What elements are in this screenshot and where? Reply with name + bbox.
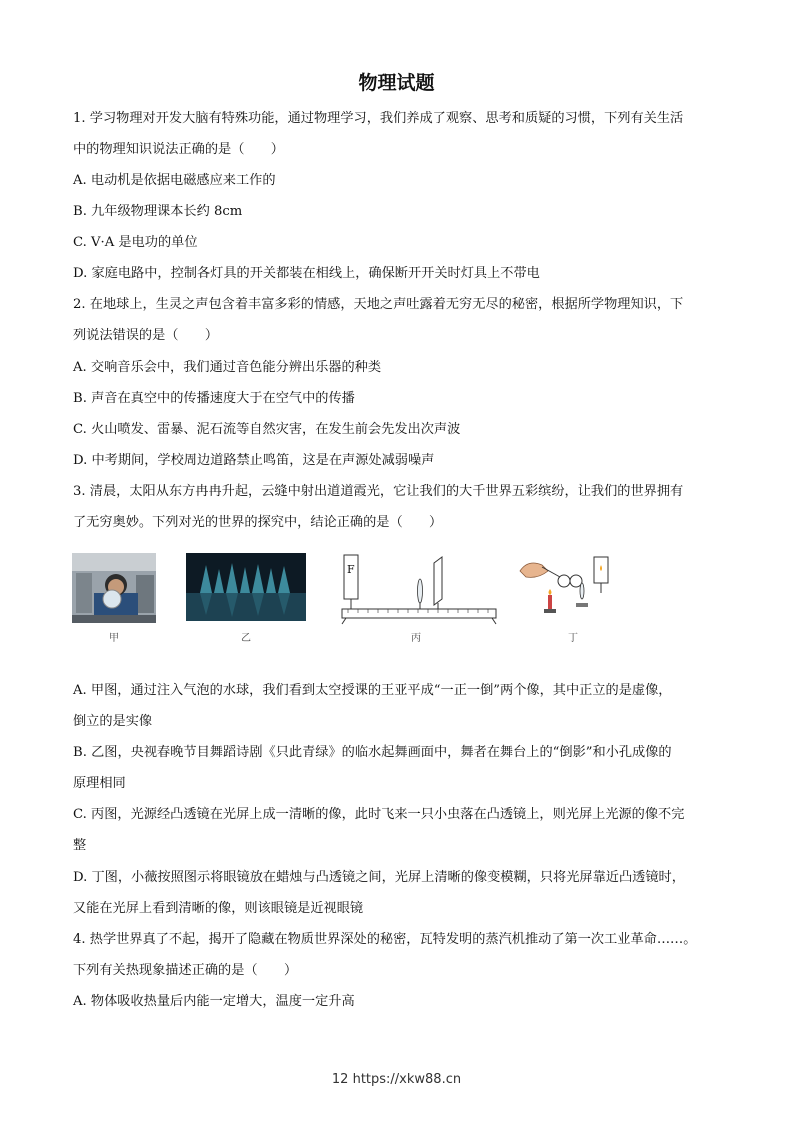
text-line: 1. 学习物理对开发大脑有特殊功能，通过物理学习，我们养成了观察、思考和质疑的习惯，下列有关生活 bbox=[73, 111, 684, 126]
figure-caption: 丙 bbox=[411, 633, 421, 644]
optical-bench-diagram bbox=[338, 553, 500, 625]
text-line: 3. 清晨，太阳从东方冉冉升起，云缝中射出道道霞光，它让我们的大千世界五彩缤纷，让我们的世界拥有 bbox=[73, 484, 684, 499]
option-line: A. 甲图，通过注入气泡的水球，我们看到太空授课的王亚平成“一正一倒”两个像，其中正立的是虚像， bbox=[73, 683, 672, 698]
option-line: D. 丁图，小薇按照图示将眼镜放在蜡烛与凸透镜之间，光屏上清晰的像变模糊，只将光屏靠近凸透镜时， bbox=[73, 870, 685, 885]
figure-row bbox=[72, 553, 632, 645]
text-line: 4. 热学世界真了不起，揭开了隐藏在物质世界深处的秘密，瓦特发明的蒸汽机推动了第一次工业革命……。 bbox=[73, 932, 697, 947]
source-label: F bbox=[347, 563, 355, 576]
figure-caption: 乙 bbox=[241, 633, 251, 644]
text-line: 原理相同 bbox=[73, 776, 126, 791]
figure-yi bbox=[186, 553, 306, 644]
text-line: 了无穷奥妙。下列对光的世界的探究中，结论正确的是（ ） bbox=[73, 515, 443, 530]
text-line: 又能在光屏上看到清晰的像，则该眼镜是近视眼镜 bbox=[73, 901, 364, 916]
text-line: 整 bbox=[73, 838, 87, 853]
candle-lens-diagram bbox=[518, 553, 614, 623]
option-line: C. V·A 是电功的单位 bbox=[73, 235, 198, 250]
text-line: 倒立的是实像 bbox=[73, 714, 153, 729]
option-line: D. 中考期间，学校周边道路禁止鸣笛，这是在声源处减弱噪声 bbox=[73, 453, 435, 468]
option-line: B. 乙图，央视春晚节目舞蹈诗剧《只此青绿》的临水起舞画面中，舞者在舞台上的“倒影”和小孔成像的 bbox=[73, 745, 672, 760]
figure-jia bbox=[72, 553, 156, 644]
option-line: A. 电动机是依据电磁感应来工作的 bbox=[73, 173, 276, 188]
option-line: D. 家庭电路中，控制各灯具的开关都装在相线上，确保断开开关时灯具上不带电 bbox=[73, 266, 540, 281]
space-lesson-photo bbox=[72, 553, 156, 623]
figure-caption: 甲 bbox=[109, 633, 119, 644]
page-footer: 12 https://xkw88.cn bbox=[331, 1072, 462, 1087]
option-line: C. 丙图，光源经凸透镜在光屏上成一清晰的像，此时飞来一只小虫落在凸透镜上，则光屏上光源的像不完 bbox=[73, 807, 685, 822]
figure-ding bbox=[518, 553, 614, 644]
text-line: 2. 在地球上，生灵之声包含着丰富多彩的情感，天地之声吐露着无穷无尽的秘密，根据所学物理知识，下 bbox=[73, 297, 684, 312]
option-line: B. 声音在真空中的传播速度大于在空气中的传播 bbox=[73, 391, 355, 406]
option-line: A. 物体吸收热量后内能一定增大，温度一定升高 bbox=[73, 994, 355, 1009]
text-line: 下列有关热现象描述正确的是（ ） bbox=[73, 963, 298, 978]
figure-bing bbox=[338, 553, 500, 644]
dance-stage-photo bbox=[186, 553, 306, 621]
option-line: C. 火山喷发、雷暴、泥石流等自然灾害，在发生前会先发出次声波 bbox=[73, 422, 461, 437]
page-title: 物理试题 bbox=[358, 72, 435, 94]
option-line: B. 九年级物理课本长约 8cm bbox=[73, 204, 243, 219]
text-line: 中的物理知识说法正确的是（ ） bbox=[73, 142, 284, 157]
figure-caption: 丁 bbox=[568, 633, 578, 644]
text-line: 列说法错误的是（ ） bbox=[73, 328, 219, 343]
option-line: A. 交响音乐会中，我们通过音色能分辨出乐器的种类 bbox=[73, 360, 382, 375]
